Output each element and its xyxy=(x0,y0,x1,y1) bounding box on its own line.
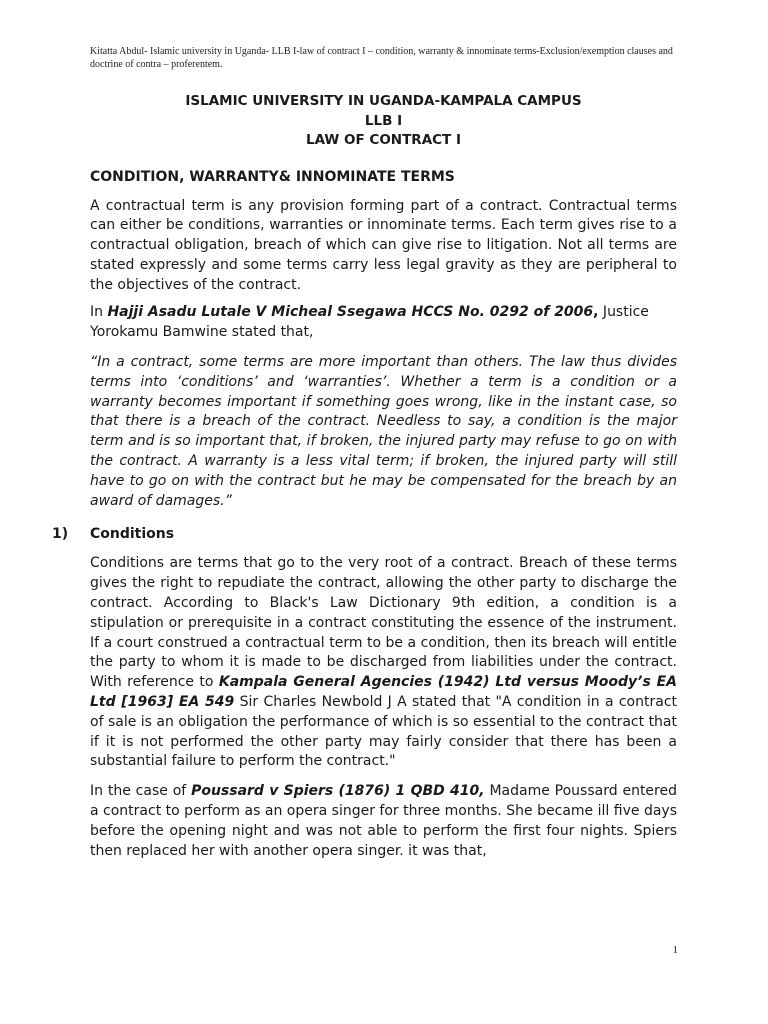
case-intro-suffix: Justice Yorokamu Bamwine stated that, xyxy=(90,304,649,341)
program-title: LLB I xyxy=(364,112,403,129)
page-content xyxy=(52,92,678,861)
section-heading: CONDITION, WARRANTY& INNOMINATE TERMS xyxy=(90,168,455,185)
judicial-quote: “In a contract, some terms are more important than others. The law thus divides terms into ‘conditions’ and ‘warranties’. Whether a term is a condition or a warranty becomes important if something goes wrong, like in the instant case, so that there is a breach of the contract. Needless to say, a condition is the major term and is so important that, if broken, the injured party may refuse to go on with the contract. A warranty is a less vital term; if broken, the injured party will still have to go on with the contract but he may be compensated for the breach by an award of damages.” xyxy=(90,354,677,509)
case-intro-paragraph xyxy=(90,303,677,343)
conditions-heading xyxy=(52,524,677,544)
poussard-text: Madame Poussard entered a contract to perform as an opera singer for three months. She became ill five days before the opening night and was not able to perform the first four nights. Spiers then replaced her with another opera singer. it was that, xyxy=(90,783,677,859)
page-number: 1 xyxy=(672,944,678,956)
course-title: LAW OF CONTRACT I xyxy=(305,132,461,148)
intro-paragraph: A contractual term is any provision forming part of a contract. Contractual terms can either be conditions, warranties or innominate terms. Each term gives rise to a contractual obligation, breach of which can give rise to litigation. Not all terms are stated expressly and some terms carry less legal gravity as they are peripheral to the objectives of the contract. xyxy=(90,197,677,293)
university-title: ISLAMIC UNIVERSITY IN UGANDA-KAMPALA CAMPUS xyxy=(185,93,582,109)
case-citation-poussard: Poussard v Spiers (1876) 1 QBD 410, xyxy=(191,783,485,800)
poussard-prefix: In the case of xyxy=(90,783,192,800)
case-citation-lutale: Hajji Asadu Lutale V Micheal Ssegawa HCCS No. 0292 of 2006 xyxy=(107,304,594,321)
conditions-heading-label: Conditions xyxy=(90,526,175,543)
conditions-heading-number: 1) xyxy=(52,526,69,543)
running-header: Kitatta Abdul- Islamic university in Uganda- LLB I-law of contract I – condition, warranty & innominate terms-Exclusion/exemption clauses and doctrine of contra – proferentem. xyxy=(90,46,673,70)
case-intro-comma: , xyxy=(593,304,599,321)
case-citation-kampala-general: Kampala General Agencies (1942) Ltd versus Moody’s EA Ltd [1963] EA 549 xyxy=(90,674,677,711)
conditions-text-part1: Conditions are terms that go to the very root of a contract. Breach of these terms gives the right to repudiate the contract, allowing the other party to discharge the contract. According to Black's Law Dictionary 9th edition, a condition is a stipulation or prerequisite in a contract constituting the essence of the instrument. If a court construed a contractual term to be a condition, then its breach will entitle the party to whom it is made to be discharged from liabilities under the contract. With reference to xyxy=(90,555,677,691)
poussard-paragraph xyxy=(90,782,677,861)
conditions-text-part2: Sir Charles Newbold J A stated that "A condition in a contract of sale is an obligation the performance of which is so essential to the contract that if it is not performed the other party may fairly consider that there has been a substantial failure to perform the contract." xyxy=(90,694,678,770)
title-block xyxy=(90,92,677,151)
case-intro-prefix: In xyxy=(90,304,108,321)
conditions-paragraph xyxy=(90,554,677,772)
